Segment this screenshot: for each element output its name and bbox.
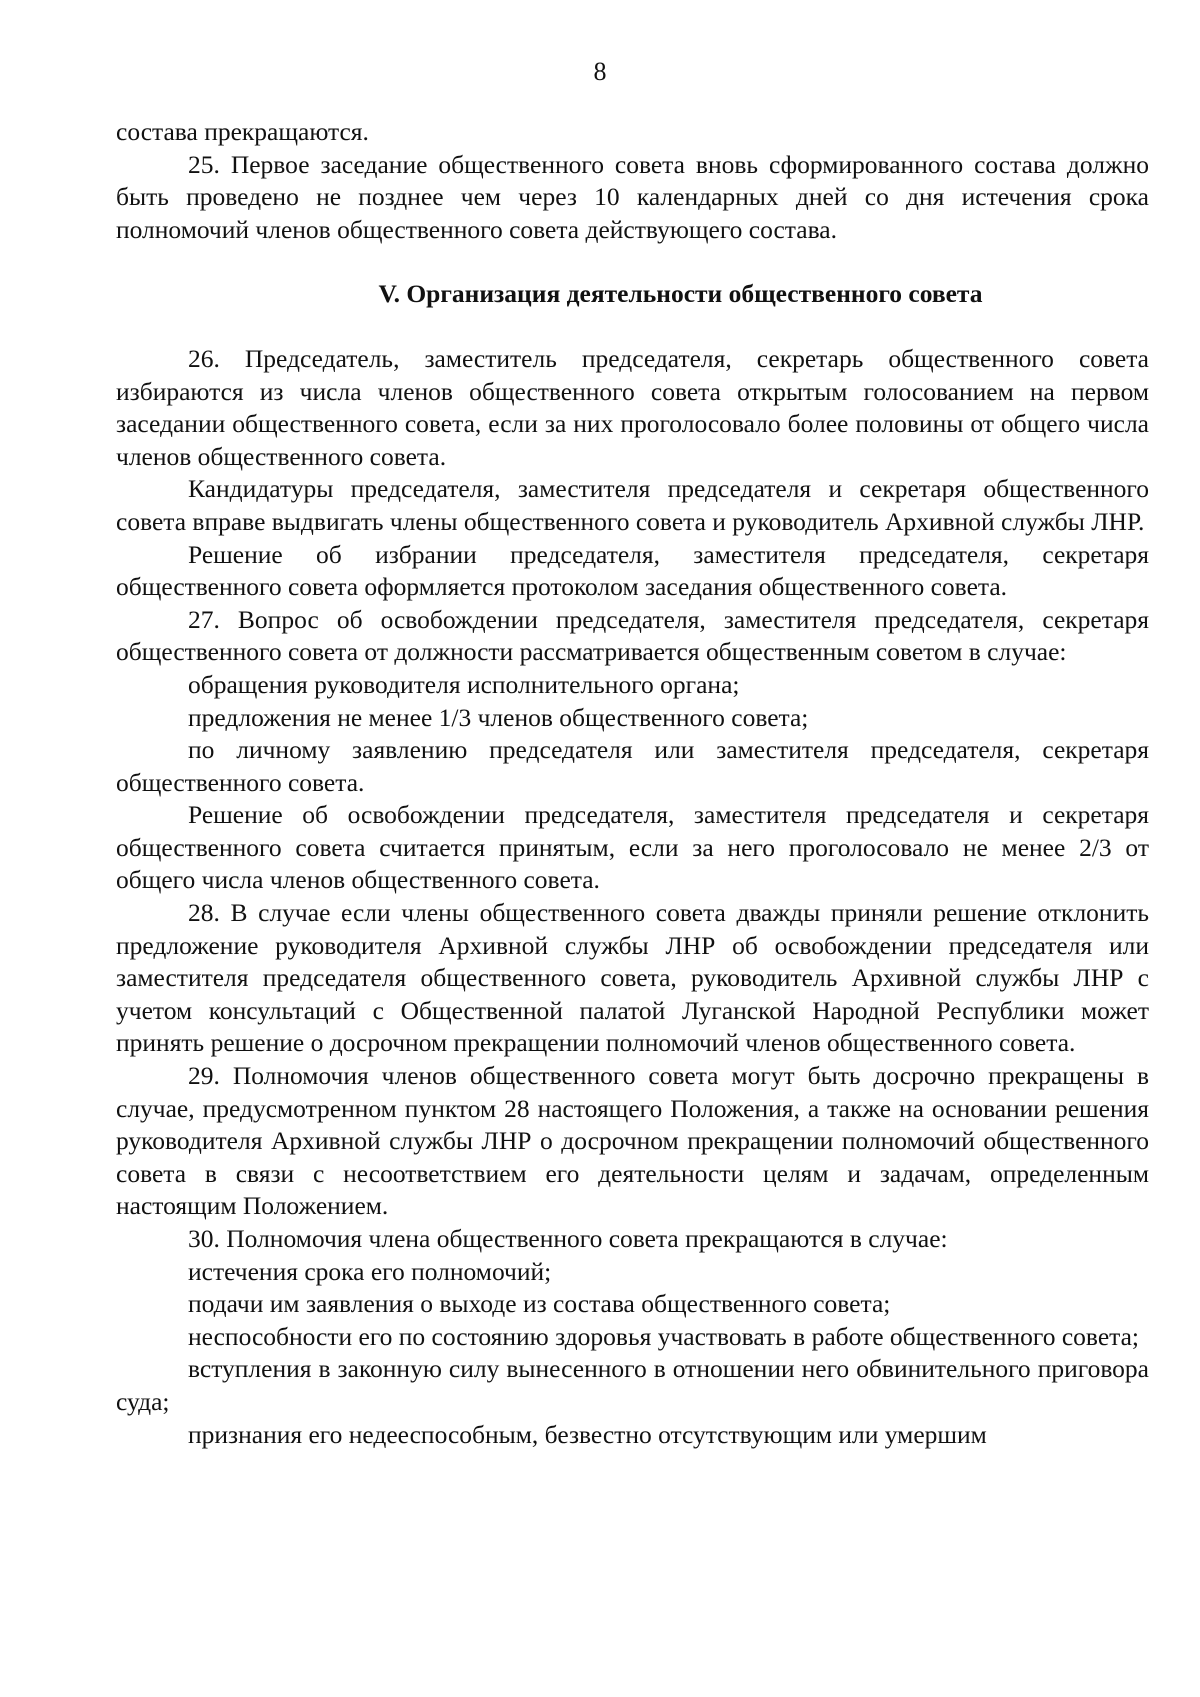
list-item-conviction: вступления в законную силу вынесенного в отношении него обвинительного приговора суда; [116,1354,1149,1416]
paragraph-25: 25. Первое заседание общественного совета вновь сформированного состава должно быть проведено не позднее чем через 10 календарных дней со дня истечения срока полномочий членов общественного совета действующего состава. [116,149,1149,244]
paragraph-27: 27. Вопрос об освобождении председателя, заместителя председателя, секретаря общественного совета от должности рассматривается общественным советом в случае: [116,604,1149,667]
list-item-proposal: предложения не менее 1/3 членов общественного совета; [188,702,809,732]
section-title: V. Организация деятельности общественного совета [378,279,983,309]
paragraph-26: 26. Председатель, заместитель председателя, секретарь общественного совета избираются из числа членов общественного совета открытым голосованием на первом заседании общественного совета, если за них проголосовало более половины от общего числа членов общественного совета. [116,343,1149,471]
list-item-health: неспособности его по состоянию здоровья участвовать в работе общественного совета; [188,1321,1139,1351]
paragraph-candidates: Кандидатуры председателя, заместителя председателя и секретаря общественного совета вправе выдвигать члены общественного совета и руководитель Архивной службы ЛНР. [116,474,1149,536]
list-item-resignation: подачи им заявления о выходе из состава общественного совета; [188,1289,891,1319]
list-item-incapacity: признания его недееспособным, безвестно отсутствующим или умершим [188,1419,987,1449]
paragraph-28: 28. В случае если члены общественного совета дважды приняли решение отклонить предложение руководителя Архивной службы ЛНР об освобождении председателя или заместителя председателя общественного совета, руководитель Архивной службы ЛНР с учетом консультаций с Общественной палатой Луганской Народной Республики может принять решение о досрочном прекращении полномочий членов общественного совета. [116,898,1149,1058]
document-body [116,116,1149,1451]
paragraph-29: 29. Полномочия членов общественного совета могут быть досрочно прекращены в случае, предусмотренном пунктом 28 настоящего Положения, а также на основании решения руководителя Архивной службы ЛНР о досрочном прекращении полномочий общественного совета в связи с несоответствием его деятельности целям и задачам, определенным настоящим Положением. [116,1061,1149,1221]
paragraph-election-decision: Решение об избрании председателя, заместителя председателя, секретаря общественного совета оформляется протоколом заседания общественного совета. [116,539,1149,602]
section-heading [116,278,1149,311]
list-item-request: обращения руководителя исполнительного органа; [188,669,740,699]
list-item-term-expiry: истечения срока его полномочий; [188,1256,552,1286]
paragraph-release-decision: Решение об освобождении председателя, заместителя председателя и секретаря общественного совета считается принятым, если за него проголосовало не менее 2/3 от общего числа членов общественного совета. [116,800,1149,895]
page-number: 8 [593,57,607,86]
list-item-personal-statement: по личному заявлению председателя или заместителя председателя, секретаря общественного совета. [116,735,1149,797]
paragraph-continuation: состава прекращаются. [116,117,369,146]
paragraph-30: 30. Полномочия члена общественного совета прекращаются в случае: [188,1224,948,1253]
